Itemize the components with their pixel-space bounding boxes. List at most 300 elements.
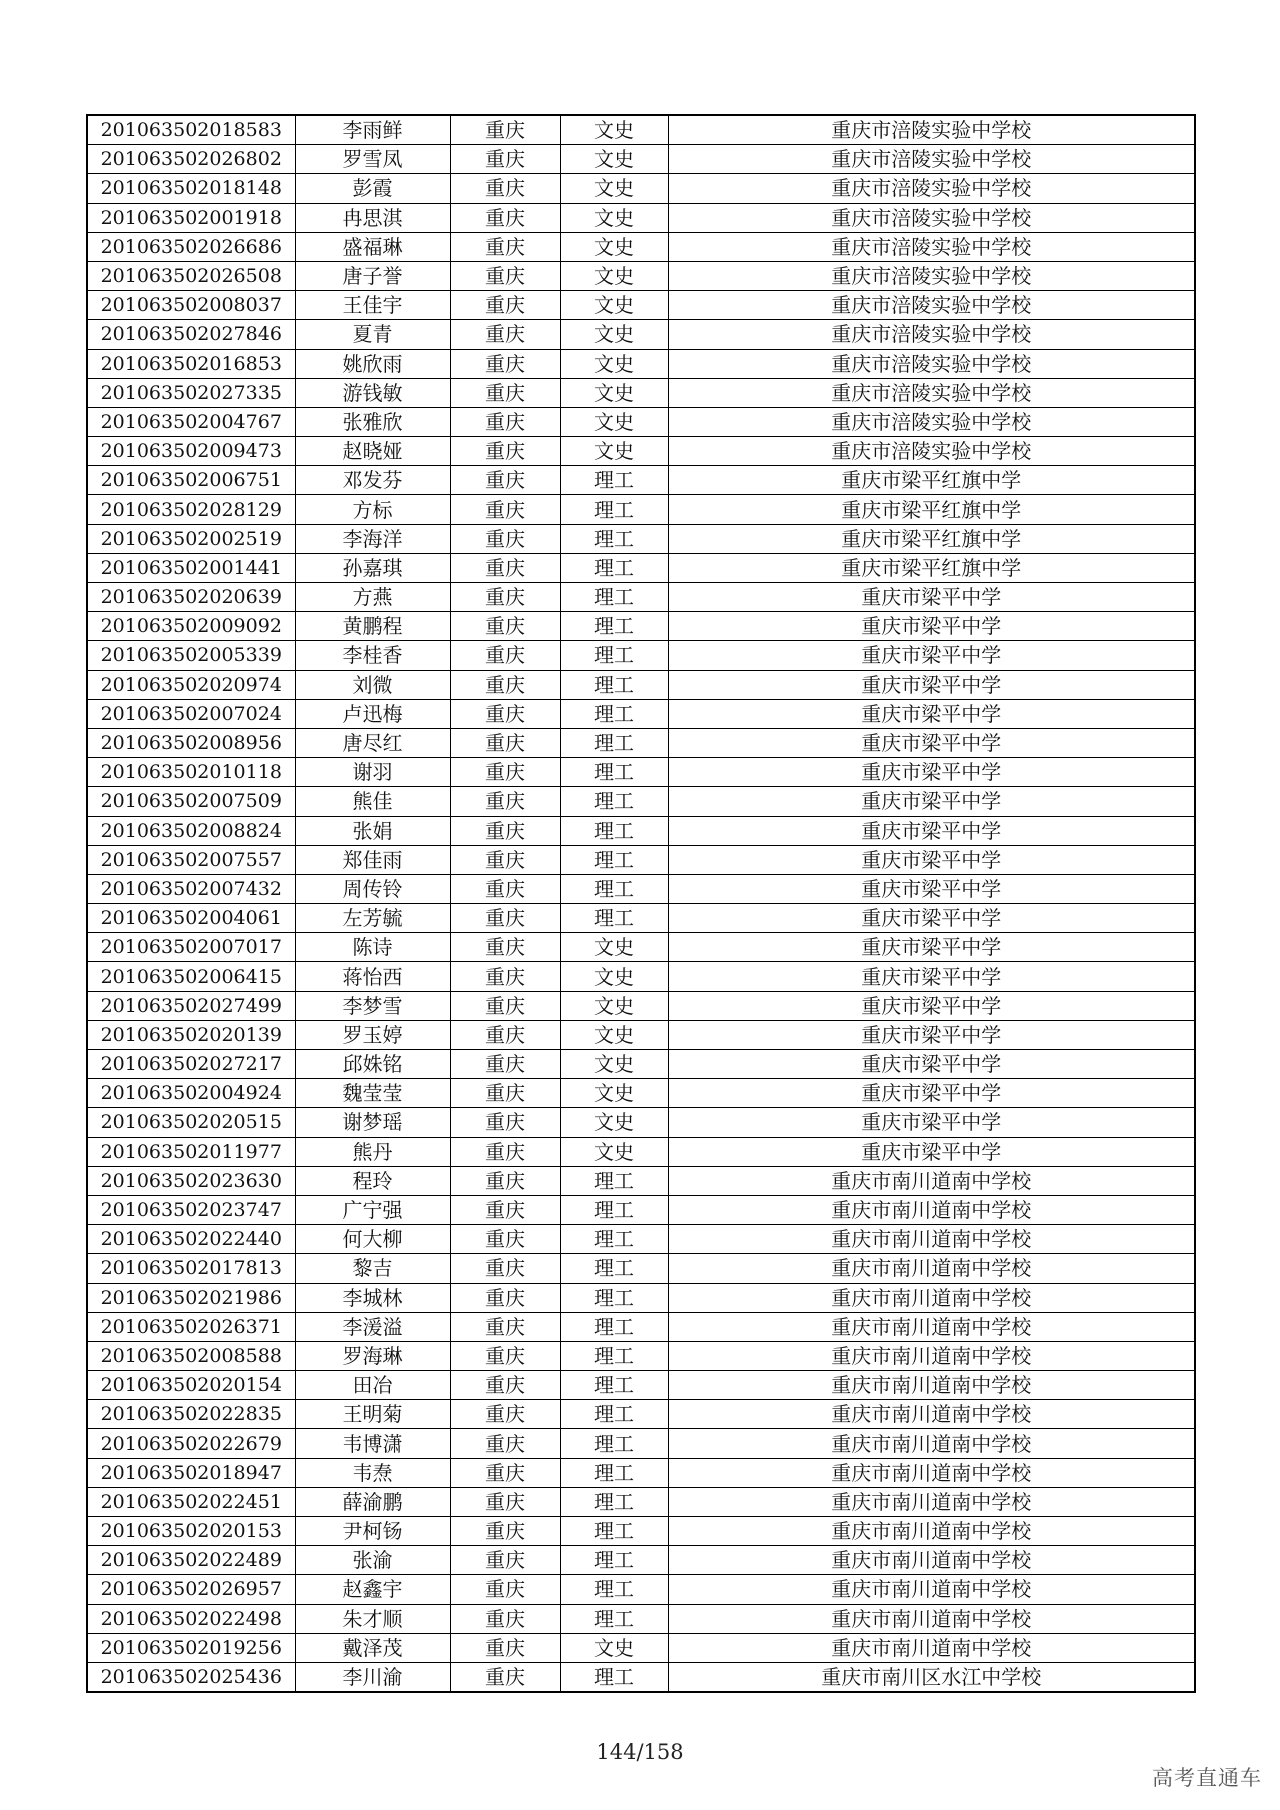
province-cell: 重庆: [450, 320, 560, 349]
subject-category-cell: 文史: [560, 291, 668, 320]
table-row: [87, 1546, 1195, 1575]
table-row: [87, 933, 1195, 962]
table-row: [87, 466, 1195, 495]
table-row: [87, 1254, 1195, 1283]
subject-category-cell: 理工: [560, 1546, 668, 1575]
province-cell: 重庆: [450, 816, 560, 845]
student-name-cell: 周传铃: [295, 874, 450, 903]
school-name-cell: 重庆市梁平中学: [668, 1108, 1195, 1137]
exam-number-cell: 201063502007509: [87, 787, 295, 816]
exam-number-cell: 201063502006415: [87, 962, 295, 991]
subject-category-cell: 文史: [560, 962, 668, 991]
subject-category-cell: 文史: [560, 115, 668, 145]
subject-category-cell: 文史: [560, 991, 668, 1020]
subject-category-cell: 理工: [560, 787, 668, 816]
student-name-cell: 张渝: [295, 1546, 450, 1575]
student-name-cell: 陈诗: [295, 933, 450, 962]
subject-category-cell: 理工: [560, 583, 668, 612]
table-row: [87, 1225, 1195, 1254]
school-name-cell: 重庆市南川道南中学校: [668, 1546, 1195, 1575]
student-name-cell: 唐子誉: [295, 261, 450, 290]
subject-category-cell: 理工: [560, 904, 668, 933]
school-name-cell: 重庆市南川道南中学校: [668, 1487, 1195, 1516]
exam-number-cell: 201063502023630: [87, 1166, 295, 1195]
exam-number-cell: 201063502010118: [87, 758, 295, 787]
subject-category-cell: 文史: [560, 933, 668, 962]
province-cell: 重庆: [450, 378, 560, 407]
subject-category-cell: 理工: [560, 874, 668, 903]
table-body: [87, 115, 1195, 1692]
subject-category-cell: 文史: [560, 437, 668, 466]
exam-number-cell: 201063502001918: [87, 203, 295, 232]
table-row: [87, 291, 1195, 320]
province-cell: 重庆: [450, 349, 560, 378]
student-list-table: [86, 114, 1196, 1693]
province-cell: 重庆: [450, 583, 560, 612]
table-row: [87, 1283, 1195, 1312]
school-name-cell: 重庆市南川道南中学校: [668, 1517, 1195, 1546]
table-row: [87, 1195, 1195, 1224]
student-name-cell: 黄鹏程: [295, 612, 450, 641]
province-cell: 重庆: [450, 845, 560, 874]
school-name-cell: 重庆市梁平中学: [668, 583, 1195, 612]
school-name-cell: 重庆市南川道南中学校: [668, 1225, 1195, 1254]
school-name-cell: 重庆市梁平中学: [668, 991, 1195, 1020]
exam-number-cell: 201063502026686: [87, 232, 295, 261]
student-name-cell: 刘微: [295, 670, 450, 699]
province-cell: 重庆: [450, 758, 560, 787]
table-row: [87, 962, 1195, 991]
exam-number-cell: 201063502022451: [87, 1487, 295, 1516]
subject-category-cell: 理工: [560, 524, 668, 553]
province-cell: 重庆: [450, 1108, 560, 1137]
province-cell: 重庆: [450, 174, 560, 203]
subject-category-cell: 文史: [560, 1633, 668, 1662]
subject-category-cell: 理工: [560, 1517, 668, 1546]
student-name-cell: 魏莹莹: [295, 1079, 450, 1108]
table-row: [87, 349, 1195, 378]
subject-category-cell: 理工: [560, 1458, 668, 1487]
school-name-cell: 重庆市涪陵实验中学校: [668, 378, 1195, 407]
subject-category-cell: 理工: [560, 699, 668, 728]
province-cell: 重庆: [450, 1254, 560, 1283]
exam-number-cell: 201063502026957: [87, 1575, 295, 1604]
table-row: [87, 495, 1195, 524]
subject-category-cell: 文史: [560, 174, 668, 203]
student-name-cell: 左芳毓: [295, 904, 450, 933]
table-row: [87, 1662, 1195, 1692]
student-name-cell: 李城林: [295, 1283, 450, 1312]
province-cell: 重庆: [450, 1371, 560, 1400]
province-cell: 重庆: [450, 407, 560, 436]
school-name-cell: 重庆市涪陵实验中学校: [668, 115, 1195, 145]
table-row: [87, 1079, 1195, 1108]
table-row: [87, 174, 1195, 203]
table-row: [87, 874, 1195, 903]
subject-category-cell: 理工: [560, 845, 668, 874]
subject-category-cell: 理工: [560, 1341, 668, 1370]
subject-category-cell: 理工: [560, 612, 668, 641]
subject-category-cell: 文史: [560, 1137, 668, 1166]
subject-category-cell: 文史: [560, 378, 668, 407]
exam-number-cell: 201063502007557: [87, 845, 295, 874]
school-name-cell: 重庆市涪陵实验中学校: [668, 203, 1195, 232]
province-cell: 重庆: [450, 641, 560, 670]
province-cell: 重庆: [450, 1050, 560, 1079]
table-row: [87, 641, 1195, 670]
subject-category-cell: 理工: [560, 641, 668, 670]
student-name-cell: 谢梦瑶: [295, 1108, 450, 1137]
province-cell: 重庆: [450, 1312, 560, 1341]
province-cell: 重庆: [450, 261, 560, 290]
student-name-cell: 孙嘉琪: [295, 553, 450, 582]
school-name-cell: 重庆市涪陵实验中学校: [668, 320, 1195, 349]
subject-category-cell: 理工: [560, 758, 668, 787]
student-name-cell: 何大柳: [295, 1225, 450, 1254]
school-name-cell: 重庆市涪陵实验中学校: [668, 437, 1195, 466]
table-row: [87, 612, 1195, 641]
table-row: [87, 1517, 1195, 1546]
table-row: [87, 1312, 1195, 1341]
province-cell: 重庆: [450, 466, 560, 495]
exam-number-cell: 201063502017813: [87, 1254, 295, 1283]
exam-number-cell: 201063502023747: [87, 1195, 295, 1224]
student-name-cell: 蒋怡西: [295, 962, 450, 991]
province-cell: 重庆: [450, 524, 560, 553]
school-name-cell: 重庆市南川道南中学校: [668, 1166, 1195, 1195]
province-cell: 重庆: [450, 670, 560, 699]
student-name-cell: 郑佳雨: [295, 845, 450, 874]
province-cell: 重庆: [450, 1458, 560, 1487]
subject-category-cell: 理工: [560, 553, 668, 582]
table-row: [87, 787, 1195, 816]
student-name-cell: 罗玉婷: [295, 1020, 450, 1049]
exam-number-cell: 201063502027217: [87, 1050, 295, 1079]
exam-number-cell: 201063502002519: [87, 524, 295, 553]
subject-category-cell: 理工: [560, 466, 668, 495]
exam-number-cell: 201063502007432: [87, 874, 295, 903]
school-name-cell: 重庆市梁平中学: [668, 874, 1195, 903]
school-name-cell: 重庆市涪陵实验中学校: [668, 291, 1195, 320]
exam-number-cell: 201063502018583: [87, 115, 295, 145]
exam-number-cell: 201063502018148: [87, 174, 295, 203]
province-cell: 重庆: [450, 1225, 560, 1254]
exam-number-cell: 201063502004061: [87, 904, 295, 933]
province-cell: 重庆: [450, 1662, 560, 1692]
table-row: [87, 699, 1195, 728]
subject-category-cell: 文史: [560, 1050, 668, 1079]
province-cell: 重庆: [450, 1575, 560, 1604]
province-cell: 重庆: [450, 1400, 560, 1429]
student-name-cell: 程玲: [295, 1166, 450, 1195]
student-name-cell: 广宁强: [295, 1195, 450, 1224]
table-row: [87, 1575, 1195, 1604]
table-row: [87, 1341, 1195, 1370]
subject-category-cell: 理工: [560, 495, 668, 524]
exam-number-cell: 201063502027335: [87, 378, 295, 407]
table-row: [87, 261, 1195, 290]
exam-number-cell: 201063502022835: [87, 1400, 295, 1429]
student-name-cell: 唐尽红: [295, 728, 450, 757]
watermark-logo: 高考直通车: [1152, 1766, 1262, 1790]
school-name-cell: 重庆市南川道南中学校: [668, 1283, 1195, 1312]
exam-number-cell: 201063502020153: [87, 1517, 295, 1546]
student-name-cell: 邱姝铭: [295, 1050, 450, 1079]
table-row: [87, 1166, 1195, 1195]
exam-number-cell: 201063502008956: [87, 728, 295, 757]
school-name-cell: 重庆市涪陵实验中学校: [668, 407, 1195, 436]
table-row: [87, 1429, 1195, 1458]
student-name-cell: 田冶: [295, 1371, 450, 1400]
subject-category-cell: 文史: [560, 203, 668, 232]
province-cell: 重庆: [450, 728, 560, 757]
province-cell: 重庆: [450, 991, 560, 1020]
province-cell: 重庆: [450, 203, 560, 232]
province-cell: 重庆: [450, 612, 560, 641]
school-name-cell: 重庆市梁平中学: [668, 612, 1195, 641]
school-name-cell: 重庆市梁平中学: [668, 758, 1195, 787]
province-cell: 重庆: [450, 1079, 560, 1108]
student-name-cell: 熊佳: [295, 787, 450, 816]
exam-number-cell: 201063502026371: [87, 1312, 295, 1341]
subject-category-cell: 理工: [560, 1371, 668, 1400]
exam-number-cell: 201063502009092: [87, 612, 295, 641]
subject-category-cell: 文史: [560, 145, 668, 174]
student-name-cell: 赵晓娅: [295, 437, 450, 466]
province-cell: 重庆: [450, 115, 560, 145]
province-cell: 重庆: [450, 553, 560, 582]
school-name-cell: 重庆市梁平中学: [668, 816, 1195, 845]
student-name-cell: 方燕: [295, 583, 450, 612]
school-name-cell: 重庆市南川道南中学校: [668, 1429, 1195, 1458]
exam-number-cell: 201063502028129: [87, 495, 295, 524]
table-row: [87, 1604, 1195, 1633]
school-name-cell: 重庆市南川道南中学校: [668, 1341, 1195, 1370]
school-name-cell: 重庆市南川道南中学校: [668, 1633, 1195, 1662]
province-cell: 重庆: [450, 145, 560, 174]
school-name-cell: 重庆市梁平红旗中学: [668, 553, 1195, 582]
table-row: [87, 1108, 1195, 1137]
student-name-cell: 李梦雪: [295, 991, 450, 1020]
subject-category-cell: 理工: [560, 1225, 668, 1254]
student-name-cell: 夏青: [295, 320, 450, 349]
school-name-cell: 重庆市南川区水江中学校: [668, 1662, 1195, 1692]
subject-category-cell: 理工: [560, 1166, 668, 1195]
school-name-cell: 重庆市梁平中学: [668, 641, 1195, 670]
exam-number-cell: 201063502021986: [87, 1283, 295, 1312]
student-name-cell: 罗海琳: [295, 1341, 450, 1370]
school-name-cell: 重庆市梁平中学: [668, 1050, 1195, 1079]
province-cell: 重庆: [450, 1604, 560, 1633]
table-row: [87, 320, 1195, 349]
student-name-cell: 黎吉: [295, 1254, 450, 1283]
table-row: [87, 991, 1195, 1020]
subject-category-cell: 理工: [560, 1429, 668, 1458]
subject-category-cell: 理工: [560, 1254, 668, 1283]
subject-category-cell: 文史: [560, 232, 668, 261]
exam-number-cell: 201063502020639: [87, 583, 295, 612]
school-name-cell: 重庆市梁平中学: [668, 1137, 1195, 1166]
exam-number-cell: 201063502020154: [87, 1371, 295, 1400]
province-cell: 重庆: [450, 1517, 560, 1546]
school-name-cell: 重庆市梁平中学: [668, 787, 1195, 816]
province-cell: 重庆: [450, 1020, 560, 1049]
student-name-cell: 张娟: [295, 816, 450, 845]
student-name-cell: 李湲溢: [295, 1312, 450, 1341]
student-name-cell: 王明菊: [295, 1400, 450, 1429]
school-name-cell: 重庆市梁平中学: [668, 1020, 1195, 1049]
school-name-cell: 重庆市梁平红旗中学: [668, 466, 1195, 495]
subject-category-cell: 理工: [560, 1575, 668, 1604]
subject-category-cell: 理工: [560, 1195, 668, 1224]
exam-number-cell: 201063502001441: [87, 553, 295, 582]
province-cell: 重庆: [450, 699, 560, 728]
exam-number-cell: 201063502008037: [87, 291, 295, 320]
exam-number-cell: 201063502011977: [87, 1137, 295, 1166]
exam-number-cell: 201063502004924: [87, 1079, 295, 1108]
table-row: [87, 1050, 1195, 1079]
student-name-cell: 盛福琳: [295, 232, 450, 261]
table-row: [87, 1020, 1195, 1049]
table-row: [87, 583, 1195, 612]
student-name-cell: 薛渝鹏: [295, 1487, 450, 1516]
school-name-cell: 重庆市涪陵实验中学校: [668, 145, 1195, 174]
school-name-cell: 重庆市南川道南中学校: [668, 1400, 1195, 1429]
student-name-cell: 张雅欣: [295, 407, 450, 436]
student-name-cell: 戴泽茂: [295, 1633, 450, 1662]
subject-category-cell: 理工: [560, 1662, 668, 1692]
subject-category-cell: 文史: [560, 1020, 668, 1049]
school-name-cell: 重庆市南川道南中学校: [668, 1195, 1195, 1224]
school-name-cell: 重庆市梁平红旗中学: [668, 495, 1195, 524]
student-name-cell: 尹柯钖: [295, 1517, 450, 1546]
subject-category-cell: 文史: [560, 1108, 668, 1137]
student-name-cell: 韦焘: [295, 1458, 450, 1487]
province-cell: 重庆: [450, 1195, 560, 1224]
exam-number-cell: 201063502020139: [87, 1020, 295, 1049]
exam-number-cell: 201063502022489: [87, 1546, 295, 1575]
exam-number-cell: 201063502005339: [87, 641, 295, 670]
table-row: [87, 524, 1195, 553]
school-name-cell: 重庆市南川道南中学校: [668, 1254, 1195, 1283]
student-name-cell: 王佳宇: [295, 291, 450, 320]
province-cell: 重庆: [450, 933, 560, 962]
table-row: [87, 1458, 1195, 1487]
table-row: [87, 553, 1195, 582]
province-cell: 重庆: [450, 904, 560, 933]
school-name-cell: 重庆市梁平中学: [668, 1079, 1195, 1108]
exam-number-cell: 201063502019256: [87, 1633, 295, 1662]
subject-category-cell: 理工: [560, 816, 668, 845]
exam-number-cell: 201063502009473: [87, 437, 295, 466]
table-row: [87, 378, 1195, 407]
table-row: [87, 816, 1195, 845]
exam-number-cell: 201063502025436: [87, 1662, 295, 1692]
exam-number-cell: 201063502006751: [87, 466, 295, 495]
subject-category-cell: 理工: [560, 728, 668, 757]
province-cell: 重庆: [450, 1633, 560, 1662]
province-cell: 重庆: [450, 232, 560, 261]
table-row: [87, 203, 1195, 232]
table-row: [87, 758, 1195, 787]
student-name-cell: 熊丹: [295, 1137, 450, 1166]
exam-number-cell: 201063502022679: [87, 1429, 295, 1458]
school-name-cell: 重庆市梁平红旗中学: [668, 524, 1195, 553]
table-row: [87, 1400, 1195, 1429]
subject-category-cell: 文史: [560, 320, 668, 349]
school-name-cell: 重庆市梁平中学: [668, 904, 1195, 933]
subject-category-cell: 理工: [560, 1283, 668, 1312]
exam-number-cell: 201063502022498: [87, 1604, 295, 1633]
exam-number-cell: 201063502008824: [87, 816, 295, 845]
table-row: [87, 115, 1195, 145]
province-cell: 重庆: [450, 1546, 560, 1575]
table-row: [87, 1633, 1195, 1662]
student-name-cell: 李海洋: [295, 524, 450, 553]
subject-category-cell: 理工: [560, 670, 668, 699]
student-name-cell: 韦博潇: [295, 1429, 450, 1458]
province-cell: 重庆: [450, 1341, 560, 1370]
school-name-cell: 重庆市涪陵实验中学校: [668, 174, 1195, 203]
table-row: [87, 145, 1195, 174]
subject-category-cell: 理工: [560, 1604, 668, 1633]
subject-category-cell: 文史: [560, 407, 668, 436]
province-cell: 重庆: [450, 787, 560, 816]
exam-number-cell: 201063502018947: [87, 1458, 295, 1487]
school-name-cell: 重庆市南川道南中学校: [668, 1458, 1195, 1487]
student-name-cell: 李川渝: [295, 1662, 450, 1692]
subject-category-cell: 文史: [560, 261, 668, 290]
school-name-cell: 重庆市梁平中学: [668, 845, 1195, 874]
province-cell: 重庆: [450, 495, 560, 524]
exam-number-cell: 201063502027846: [87, 320, 295, 349]
exam-number-cell: 201063502022440: [87, 1225, 295, 1254]
school-name-cell: 重庆市南川道南中学校: [668, 1575, 1195, 1604]
table-row: [87, 232, 1195, 261]
exam-number-cell: 201063502020515: [87, 1108, 295, 1137]
school-name-cell: 重庆市南川道南中学校: [668, 1312, 1195, 1341]
exam-number-cell: 201063502008588: [87, 1341, 295, 1370]
exam-number-cell: 201063502027499: [87, 991, 295, 1020]
table-row: [87, 407, 1195, 436]
province-cell: 重庆: [450, 962, 560, 991]
exam-number-cell: 201063502016853: [87, 349, 295, 378]
student-name-cell: 冉思淇: [295, 203, 450, 232]
school-name-cell: 重庆市梁平中学: [668, 962, 1195, 991]
table-row: [87, 1371, 1195, 1400]
subject-category-cell: 文史: [560, 349, 668, 378]
student-name-cell: 彭霞: [295, 174, 450, 203]
exam-number-cell: 201063502020974: [87, 670, 295, 699]
school-name-cell: 重庆市梁平中学: [668, 933, 1195, 962]
school-name-cell: 重庆市涪陵实验中学校: [668, 261, 1195, 290]
student-name-cell: 邓发芬: [295, 466, 450, 495]
province-cell: 重庆: [450, 291, 560, 320]
school-name-cell: 重庆市涪陵实验中学校: [668, 232, 1195, 261]
exam-number-cell: 201063502007017: [87, 933, 295, 962]
subject-category-cell: 理工: [560, 1400, 668, 1429]
table-row: [87, 1137, 1195, 1166]
subject-category-cell: 理工: [560, 1487, 668, 1516]
subject-category-cell: 文史: [560, 1079, 668, 1108]
school-name-cell: 重庆市涪陵实验中学校: [668, 349, 1195, 378]
exam-number-cell: 201063502026802: [87, 145, 295, 174]
table-row: [87, 728, 1195, 757]
exam-number-cell: 201063502007024: [87, 699, 295, 728]
student-name-cell: 姚欣雨: [295, 349, 450, 378]
province-cell: 重庆: [450, 1166, 560, 1195]
student-name-cell: 罗雪凤: [295, 145, 450, 174]
